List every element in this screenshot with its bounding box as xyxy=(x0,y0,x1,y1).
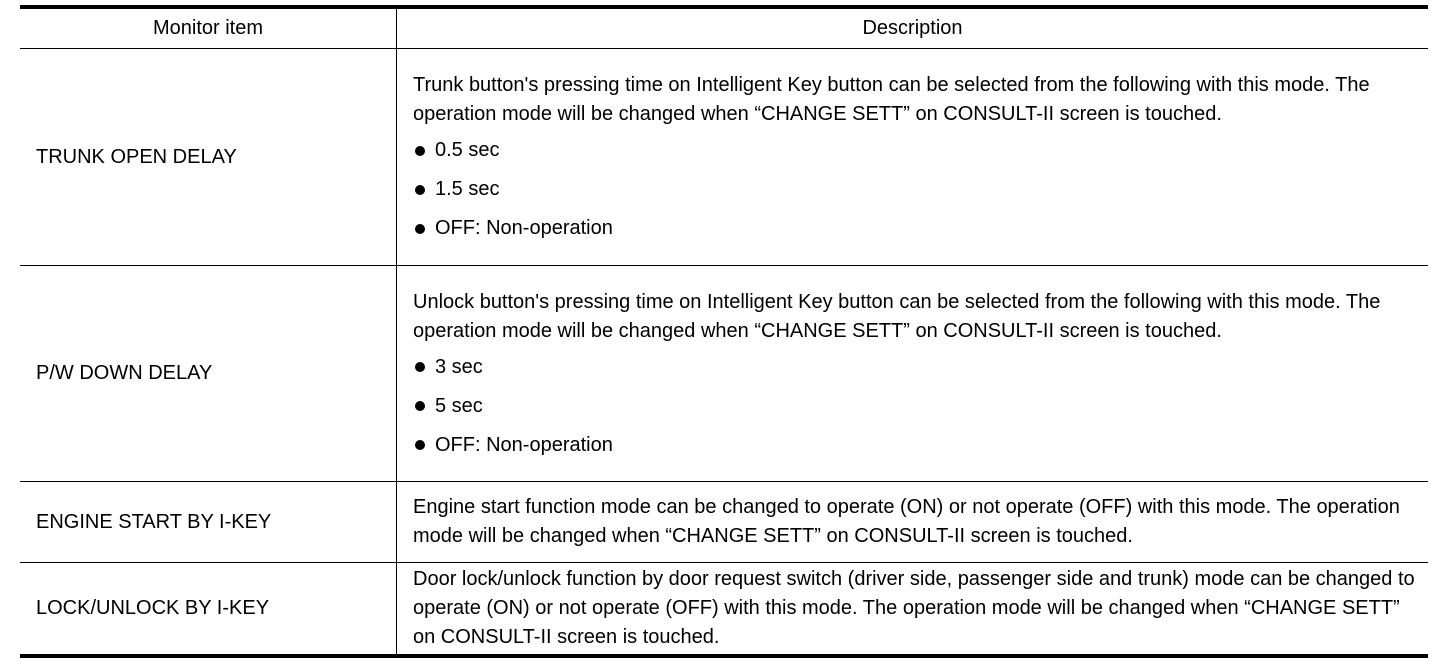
monitor-item-table xyxy=(20,5,1428,658)
item-label: TRUNK OPEN DELAY xyxy=(36,145,237,168)
bullet-icon xyxy=(415,362,425,372)
bullet-icon xyxy=(415,401,425,411)
description-text: Unlock button's pressing time on Intelligent Key button can be selected from the following with this mode. The operation mode will be changed when “CHANGE SETT” on CONSULT-II screen is touched. xyxy=(413,290,1381,342)
description-cell xyxy=(397,563,1428,654)
bullet-icon xyxy=(415,185,425,195)
monitor-item-trunk-open-delay xyxy=(20,49,396,265)
list-item: 0.5 sec xyxy=(413,136,1422,165)
description-text: Engine start function mode can be changed to operate (ON) or not operate (OFF) with this mode. The operation mode will be changed when “CHANGE SETT” on CONSULT-II screen is touched. xyxy=(413,496,1400,547)
list-item: OFF: Non-operation xyxy=(413,431,1422,460)
table-bottom-rule xyxy=(20,654,1428,658)
description-cell xyxy=(397,49,1428,265)
bullet-icon xyxy=(415,224,425,234)
monitor-item-engine-start-by-i-key xyxy=(20,482,396,562)
header-description: Description xyxy=(862,17,963,39)
description-text: Trunk button's pressing time on Intelligent Key button can be selected from the following with this mode. The operation mode will be changed when “CHANGE SETT” on CONSULT-II screen is touched. xyxy=(413,74,1370,125)
monitor-item-pw-down-delay xyxy=(20,266,396,481)
list-item: 1.5 sec xyxy=(413,175,1422,204)
item-label: P/W DOWN DELAY xyxy=(36,362,213,384)
header-monitor-item: Monitor item xyxy=(152,17,264,39)
description-cell xyxy=(397,266,1428,481)
item-label: LOCK/UNLOCK BY I-KEY xyxy=(36,597,270,619)
description-text: Door lock/unlock function by door request switch (driver side, passenger side and trunk) mode can be changed to operate (ON) or not operate (OFF) with this mode. The operation mode will be changed when “CHANGE SETT” on CONSULT-II screen is touched. xyxy=(413,568,1415,648)
monitor-item-lock-unlock-by-i-key xyxy=(20,563,396,654)
list-item: OFF: Non-operation xyxy=(413,214,1422,243)
item-label: ENGINE START BY I-KEY xyxy=(36,510,272,533)
list-item: 5 sec xyxy=(413,392,1422,421)
bullet-icon xyxy=(415,440,425,450)
description-cell xyxy=(397,482,1428,562)
list-item: 3 sec xyxy=(413,353,1422,382)
bullet-icon xyxy=(415,146,425,156)
